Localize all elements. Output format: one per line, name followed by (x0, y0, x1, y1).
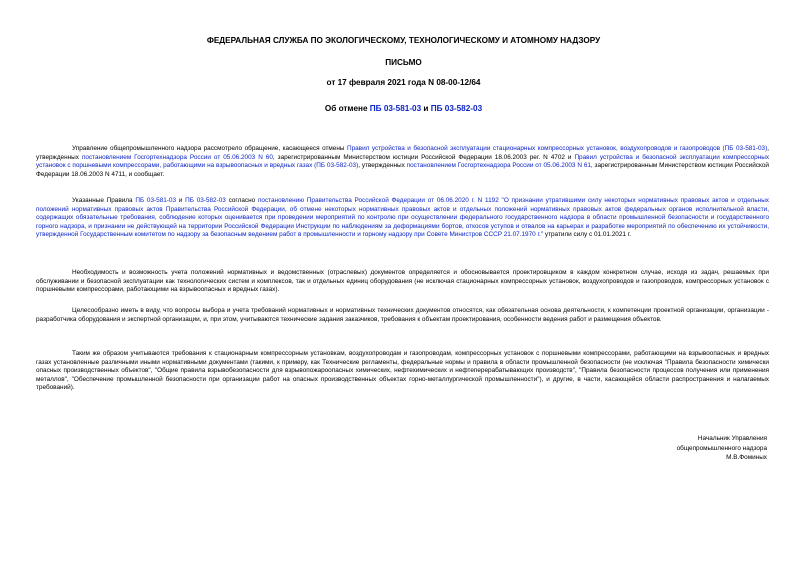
agency-title: ФЕДЕРАЛЬНАЯ СЛУЖБА ПО ЭКОЛОГИЧЕСКОМУ, ТЕХНОЛОГИЧЕСКОМУ И АТОМНОМУ НАДЗОРУ (206, 36, 601, 45)
link-pb-582[interactable]: ПБ 03-582-03 (185, 197, 226, 204)
paragraph-4: Целесообразно иметь в виду, что вопросы выбора и учета требований нормативных и нормативных технических документов относятся, как обязательная основа деятельности, к компетенции проектной организации, организации - разработчика оборудования и экспертной организации, и, при этом, учитываются технические задания заказчиков, требования к объектам проектирования, особенности ведения работ и размещения объектов. (36, 307, 769, 323)
subject-link-pb-581[interactable]: ПБ 03-581-03 (369, 104, 422, 113)
paragraph-3: Необходимость и возможность учета положений нормативных и ведомственных (отраслевых) документов определяется и обосновывается проектировщиком в каждом конкретном случае, исходя из задач, решаемых при обслуживании и безопасной эксплуатации как технологических систем и комплексов, так и отдельных единиц оборудования (не исключая стационарных компрессорных установок, воздухопроводов и газопроводов, компрессорных установок с поршневыми компрессорами, работающими на взрывоопасных и вредных газах). (36, 269, 769, 294)
subject-link-pb-582[interactable]: ПБ 03-582-03 (430, 104, 483, 113)
signature-block (677, 434, 767, 463)
paragraph-5: Таким же образом учитываются требования к стационарным компрессорным установкам, воздухопроводам и газопроводам, компрессорных установок с поршневыми компрессорами, работающими на взрывоопасных и вредных газах установленные различными иными нормативными документами (такими, к примеру, как Технические регламенты, федеральные нормы и правила в области промышленной безопасности (не исключая "Правила безопасности химически опасных производственных объектов", "Общие правила взрывобезопасности для взрывопожароопасных химических, нефтехимических и нефтеперерабатывающих производств", "Правила безопасности процессов получения или применения металлов", "Обеспечение промышленной безопасности при организации работ на опасных производственных объектах горно-металлургической промышленности"), и другие, в части, касающейся области распространения и налагаемых требований). (36, 350, 769, 392)
date-number: от 17 февраля 2021 года N 08-00-12/64 (326, 78, 481, 87)
link-pb-581[interactable]: ПБ 03-581-03 (135, 197, 177, 204)
paragraph-2 (36, 197, 769, 240)
signature-position: Начальник Управления (697, 435, 767, 442)
p1-text-2: , утвержденных (36, 145, 770, 161)
link-rules-582[interactable]: Правил устройства и безопасной эксплуатации компрессорных установок с поршневыми компрессорами, работающими на взрывоопасных и вредных газах (ПБ 03-582-03) (36, 153, 770, 170)
p2-text-1: Указанные Правила (72, 197, 136, 204)
p1-text-1: Управление общепромышленного надзора рассмотрело обращение, касающееся отмены (72, 145, 347, 152)
p2-text-2: и (176, 197, 186, 204)
p2-text-3: согласно (225, 197, 258, 204)
paragraph-1 (36, 145, 769, 179)
link-resolution-61[interactable]: постановлением Госгортехнадзора России от 05.06.2003 N 61 (406, 162, 591, 170)
subject-line (0, 104, 807, 114)
subject-prefix: Об отмене (324, 104, 370, 113)
signature-department: общепромышленного надзора (676, 444, 767, 452)
link-resolution-60[interactable]: постановлением Госгортехнадзора России от 05.06.2003 N 60 (81, 153, 273, 161)
p1-text-5: , зарегистрированным Министерством юстиции Российской Федерации 18.06.2003 N 4711, и сообщает. (36, 162, 769, 178)
p1-text-3: , зарегистрированным Министерством юстиции Российской Федерации 18.06.2003 рег. N 4702 и (272, 153, 575, 161)
link-government-resolution-1192[interactable]: постановлению Правительства Российской Федерации от 06.06.2020 г. N 1192 "О признании утратившими силу некоторых нормативных правовых актов и отдельных положений нормативных правовых актов Правительства Российской Федерации, об отмене некоторых нормативных правовых актов и отдельных положений нормативных правовых актов федеральных органов исполнительной власти, содержащих обязательные требования, соблюдение которых оценивается при проведении мероприятий по контролю при осуществлении федерального государственного надзора в области промышленной безопасности и государственного горного надзора, и признании не действующей на территории Российской Федерации Инструкции по наблюдениям за деформациями бортов, откосов уступов и отвалов на карьерах и разработке мероприятий по обеспечению их устойчивости, утвержденной Государственным комитетом по надзору за безопасным ведением работ в промышленности и горному надзору при Совете Министров СССР 21.07.1970 г." (36, 197, 770, 239)
link-rules-581[interactable]: Правил устройства и безопасной эксплуатации стационарных компрессорных установок, воздухопроводов и газопроводов (ПБ 03-581-03) (346, 145, 768, 152)
p1-text-4: , утвержденных (358, 162, 407, 170)
subject-and: и (421, 104, 431, 113)
document-type: ПИСЬМО (385, 58, 422, 67)
signature-name: М.В.Фоминых (726, 454, 767, 462)
p2-text-4: утратили силу с 01.01.2021 г. (543, 231, 632, 239)
